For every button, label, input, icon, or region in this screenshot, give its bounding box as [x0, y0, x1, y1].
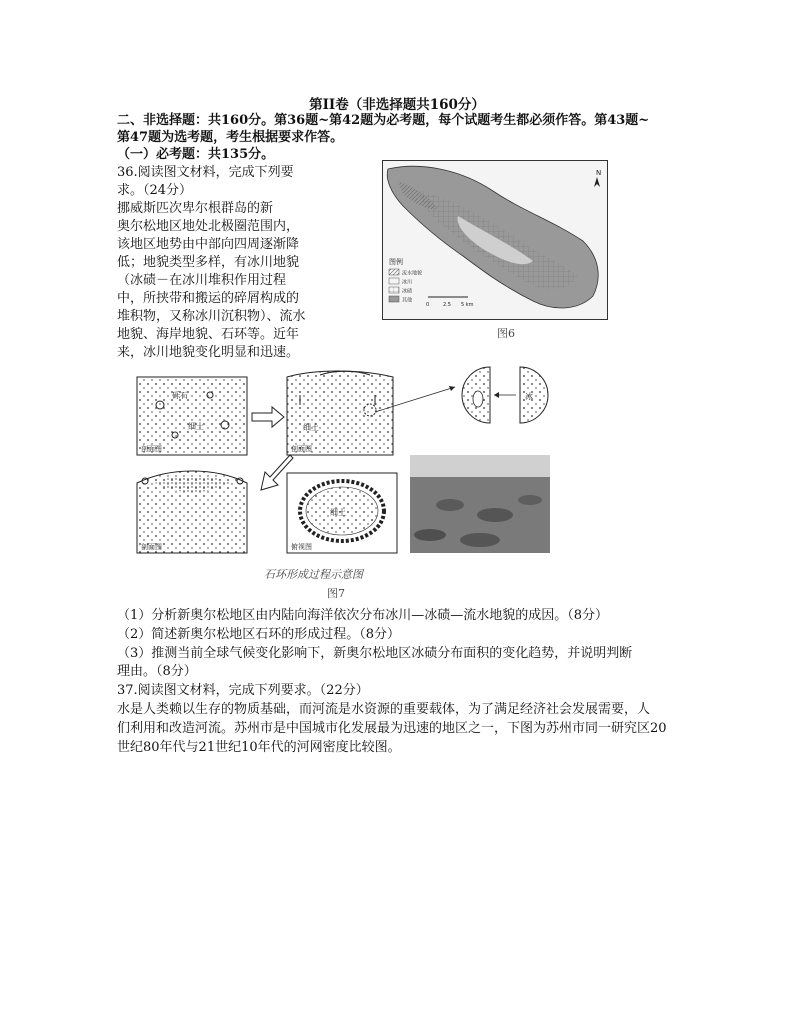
legend-label-moraine: 冰碛 [402, 288, 413, 295]
panel-1 [137, 377, 247, 455]
label-fine-soil-1: 细土 [188, 422, 204, 431]
q36-question-1: （1）分析新奥尔松地区由内陆向海洋依次分布冰川—冰碛—流水地貌的成因。（8分） [117, 608, 609, 623]
instructions-line-2: 第47题为选考题，考生根据要求作答。 [117, 130, 344, 145]
q36-material-2: 奥尔松地区地处北极圈范围内， [117, 219, 300, 234]
label-ice: 冰 [525, 392, 533, 401]
q36-material-7: 堆积物，又称冰川沉积物）、流水 [117, 309, 306, 324]
arrow-right-icon [252, 407, 284, 427]
panel-label-2: 剖面图 [291, 445, 312, 453]
q36-material-5: （冰碛－在冰川堆积作用过程 [117, 273, 287, 288]
q37-intro: 37.阅读图文材料，完成下列要求。（22分） [117, 683, 369, 698]
panel-label-4: 俯视图 [291, 543, 312, 551]
q37-material-1: 水是人类赖以生存的物质基础，而河流是水资源的重要载体，为了满足经济社会发展需要，人 [117, 702, 651, 717]
q36-material-6: 中，所挟带和搬运的碎屑构成的 [117, 291, 300, 306]
legend-title: 图例 [389, 258, 403, 266]
label-fine-soil-3: 细土 [330, 508, 346, 517]
scale-label-0: 0 [426, 302, 430, 308]
instructions-line-1: 二、非选择题：共160分。第36题~第42题为必考题，每个试题考生都必须作答。第43题~ [117, 113, 650, 128]
required-header: （一）必考题：共135分。 [117, 147, 275, 162]
legend-swatch-stream [389, 269, 399, 275]
legend-swatch-moraine [389, 287, 399, 293]
q36-intro-1: 36.阅读图文材料，完成下列要 [117, 165, 294, 180]
q37-material-3: 世纪80年代与21世纪10年代的河网密度比较图。 [117, 740, 401, 755]
label-gravel: 砾石 [172, 391, 188, 400]
figure-7-caption: 图7 [327, 587, 345, 600]
q36-question-3-cont: 理由。（8分） [117, 664, 197, 679]
q36-question-2: （2）简述新奥尔松地区石环的形成过程。（8分） [117, 627, 401, 642]
panel-label-3: 剖面图 [141, 543, 162, 551]
figure-6-map [382, 160, 608, 320]
q36-material-3: 该地区地势由中部向四周逐渐降 [117, 237, 300, 252]
q36-material-1: 挪威斯匹次卑尔根群岛的新 [117, 201, 274, 216]
q37-material-2: 们利用和改造河流。苏州市是中国城市化发展最为迅速的地区之一，下图为苏州市同一研究区20 [117, 721, 667, 736]
figure-7-diagram [130, 365, 570, 565]
section-title: 第II卷（非选择题共160分） [309, 97, 485, 113]
q36-material-8: 地貌、海岸地貌、石环等。近年 [117, 327, 300, 342]
panel-2 [287, 371, 393, 455]
figure-6-caption: 图6 [497, 327, 515, 340]
legend-label-glacier: 冰川 [402, 279, 413, 286]
legend-swatch-glacier [389, 278, 399, 284]
panel-label-1: 剖面图 [141, 445, 162, 453]
north-label: N [596, 169, 602, 177]
map-svg [383, 161, 607, 319]
legend-label-other: 其他 [402, 297, 413, 304]
legend-swatch-other [389, 296, 399, 302]
q36-material-4: 低；地貌类型多样，有冰川地貌 [117, 255, 300, 270]
scale-label-end: 5 km [461, 302, 474, 308]
q36-intro-2: 求。（24分） [117, 183, 193, 198]
q36-question-3: （3）推测当前全球气候变化影响下，新奥尔松地区冰碛分布面积的变化趋势，并说明判断 [117, 646, 633, 661]
label-fine-soil-2: 细土 [303, 423, 319, 432]
figure-7-title: 石环形成过程示意图 [264, 568, 363, 581]
legend-label-stream: 流水地貌 [402, 270, 423, 277]
scale-label-mid: 2.5 [443, 302, 451, 308]
q36-material-9: 来，冰川地貌变化明显和迅速。 [117, 345, 300, 360]
